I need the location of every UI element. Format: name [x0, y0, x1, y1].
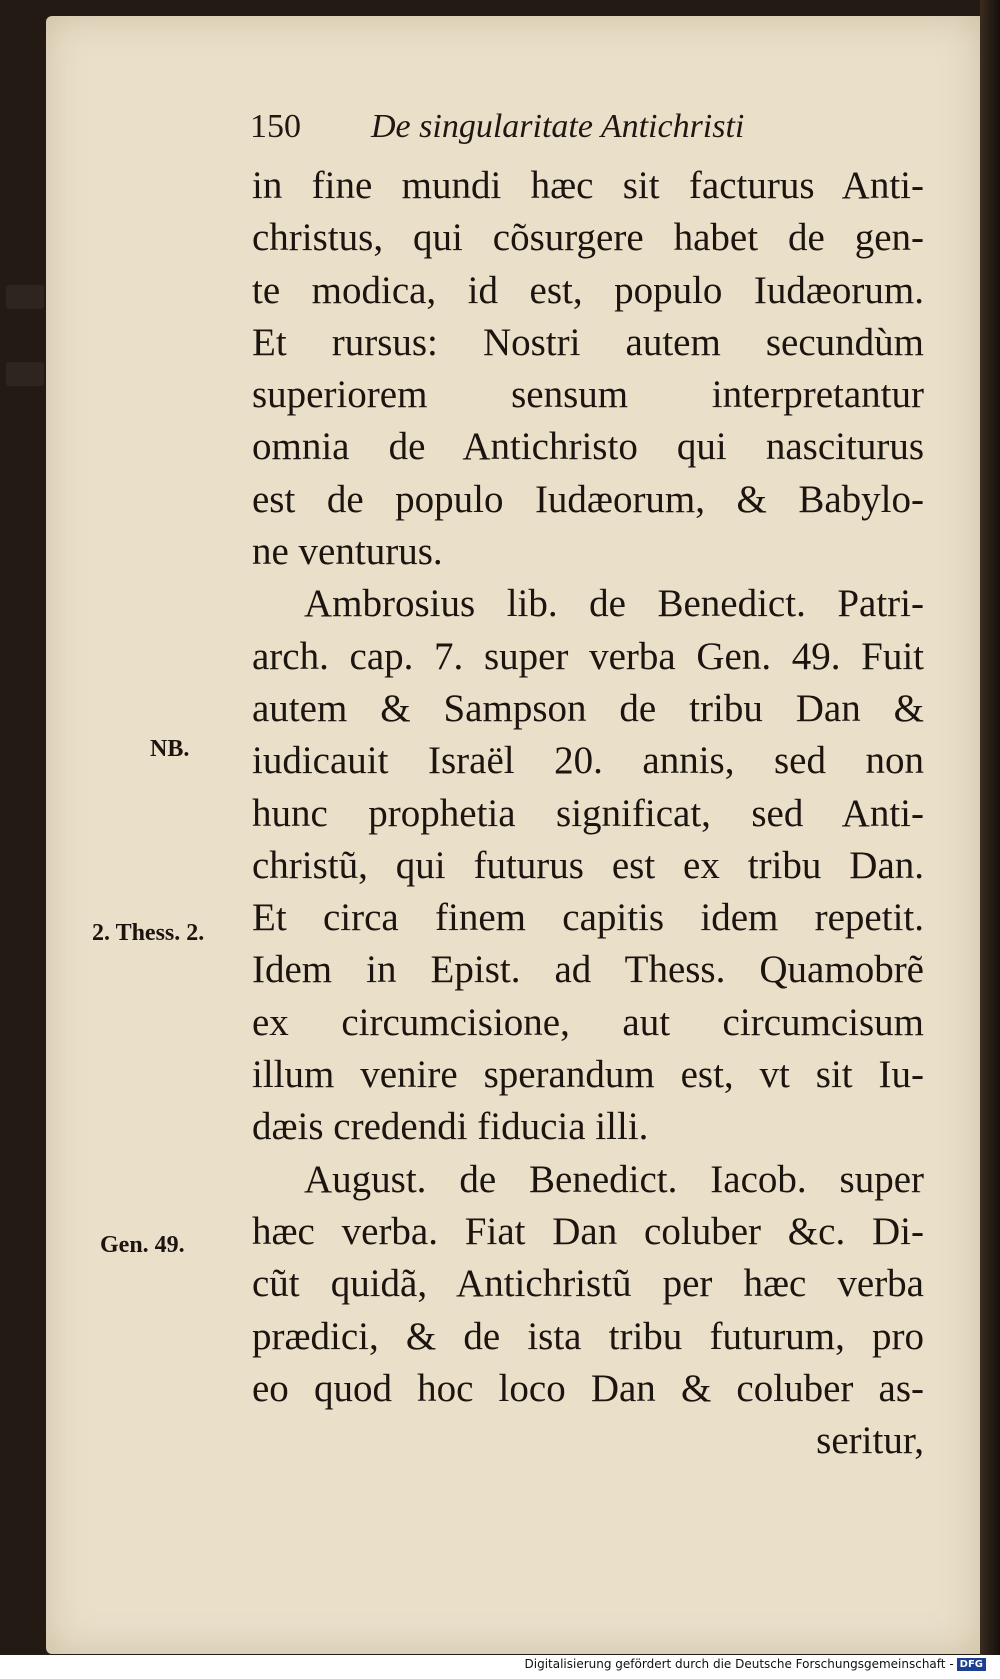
text-line: August. de Benedict. Iacob. super: [304, 1157, 924, 1201]
text-line: superiorem sensum interpretantur: [252, 373, 924, 417]
margin-note-thessalonians: 2. Thess. 2.: [92, 920, 205, 946]
funding-credit: Digitalisierung gefördert durch die Deutsche Forschungsgemeinschaft -: [524, 1657, 954, 1671]
body-text: [252, 160, 924, 1467]
catchword: seritur,: [816, 1419, 924, 1463]
text-line: autem & Sampson de tribu Dan &: [252, 686, 924, 730]
text-line: ne venturus.: [252, 530, 443, 574]
text-line: dæis credendi fiducia illi.: [252, 1105, 649, 1149]
text-line: omnia de Antichristo qui nasciturus: [252, 425, 924, 469]
text-line: Ambrosius lib. de Benedict. Patri-: [304, 582, 924, 626]
text-line: arch. cap. 7. super verba Gen. 49. Fuit: [252, 634, 924, 678]
text-line: illum venire sperandum est, vt sit Iu-: [252, 1053, 924, 1097]
text-line: hunc prophetia significat, sed Anti-: [252, 791, 924, 835]
text-line: hæc verba. Fiat Dan coluber &c. Di-: [252, 1209, 924, 1253]
funding-footer: [525, 1657, 987, 1671]
running-header: [250, 108, 810, 146]
dfg-logo: DFG: [957, 1658, 986, 1671]
text-line: christũ, qui futurus est ex tribu Dan.: [252, 843, 924, 887]
ink-bleed-mark: [6, 285, 44, 309]
text-line: eo quod hoc loco Dan & coluber as-: [252, 1366, 924, 1410]
text-line: prædici, & de ista tribu futurum, pro: [252, 1314, 924, 1358]
book-spine: [980, 0, 1000, 1655]
running-title: De singularitate Antichristi: [371, 108, 745, 145]
margin-note-genesis: Gen. 49.: [100, 1232, 185, 1258]
text-line: Idem in Epist. ad Thess. Quamobrẽ: [252, 948, 924, 992]
page-number: 150: [250, 108, 301, 145]
text-line: iudicauit Israël 20. annis, sed non: [252, 739, 924, 783]
text-line: te modica, id est, populo Iudæorum.: [252, 268, 924, 312]
text-line: ex circumcisione, aut circumcisum: [252, 1000, 924, 1044]
text-line: christus, qui cõsurgere habet de gen-: [252, 216, 924, 260]
margin-note-nb: NB.: [150, 736, 190, 762]
ink-bleed-mark: [6, 362, 44, 386]
text-line: Et circa finem capitis idem repetit.: [252, 896, 924, 940]
text-line: in fine mundi hæc sit facturus Anti-: [252, 164, 924, 207]
text-line: est de populo Iudæorum, & Babylo-: [252, 477, 924, 521]
text-line: cũt quidã, Antichristũ per hæc verba: [252, 1262, 924, 1306]
text-line: Et rursus: Nostri autem secundùm: [252, 320, 924, 364]
